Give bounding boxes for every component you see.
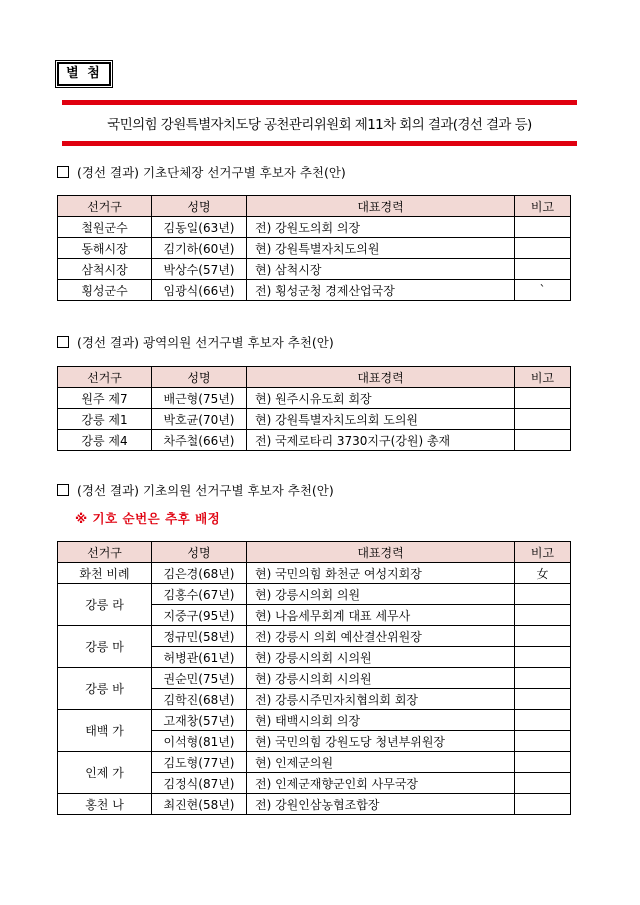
page-title: 국민의힘 강원특별자치도당 공천관리위원회 제11차 회의 결과(경선 결과 등): [107, 117, 532, 133]
header-name: 성명: [152, 542, 247, 563]
note-cell: [515, 794, 571, 815]
career-cell: 현) 나음세무회계 대표 세무사: [247, 605, 515, 626]
district-cell: 화천 비례: [58, 563, 152, 584]
note-cell: `: [515, 280, 571, 301]
header-district: 선거구: [58, 367, 152, 388]
note-cell: [515, 584, 571, 605]
district-cell: 강릉 제1: [58, 409, 152, 430]
district-cell: 철원군수: [58, 217, 152, 238]
career-cell: 전) 강릉시주민자치협의회 회장: [247, 689, 515, 710]
note-cell: [515, 409, 571, 430]
district-cell: 강릉 마: [58, 626, 152, 668]
name-cell: 권순민(75년): [152, 668, 247, 689]
career-cell: 전) 국제로타리 3730지구(강원) 총재: [247, 430, 515, 451]
checkbox-square-icon: [57, 336, 69, 348]
note-cell: [515, 668, 571, 689]
career-cell: 현) 강원특별자치도의회 도의원: [247, 409, 515, 430]
name-cell: 김은경(68년): [152, 563, 247, 584]
name-cell: 정규민(58년): [152, 626, 247, 647]
career-cell: 현) 국민의힘 강원도당 청년부위원장: [247, 731, 515, 752]
title-banner: [62, 100, 577, 146]
header-career: 대표경력: [247, 542, 515, 563]
header-name: 성명: [152, 196, 247, 217]
note-cell: [515, 430, 571, 451]
name-cell: 최진현(58년): [152, 794, 247, 815]
name-cell: 이석형(81년): [152, 731, 247, 752]
district-cell: 강릉 바: [58, 668, 152, 710]
note-cell: [515, 217, 571, 238]
name-cell: 지중구(95년): [152, 605, 247, 626]
checkbox-square-icon: [57, 484, 69, 496]
note-cell: [515, 238, 571, 259]
header-note: 비고: [515, 542, 571, 563]
section-1-heading: (경선 결과) 기초단체장 선거구별 후보자 추천(안): [57, 163, 346, 181]
note-cell: [515, 731, 571, 752]
district-cell: 삼척시장: [58, 259, 152, 280]
name-cell: 김정식(87년): [152, 773, 247, 794]
career-cell: 현) 삼척시장: [247, 259, 515, 280]
name-cell: 고재창(57년): [152, 710, 247, 731]
name-cell: 배근형(75년): [152, 388, 247, 409]
header-career: 대표경력: [247, 196, 515, 217]
section-3-heading: (경선 결과) 기초의원 선거구별 후보자 추천(안): [57, 481, 334, 499]
table-row: [58, 710, 571, 731]
table-row: [58, 280, 571, 301]
note-cell: [515, 647, 571, 668]
table-row: [58, 217, 571, 238]
career-cell: 현) 강릉시의회 시의원: [247, 668, 515, 689]
name-cell: 차주철(66년): [152, 430, 247, 451]
career-cell: 전) 인제군재향군인회 사무국장: [247, 773, 515, 794]
note-cell: [515, 605, 571, 626]
table-provincial-candidates: [57, 366, 571, 451]
table-header-row: [58, 542, 571, 563]
note-cell: [515, 710, 571, 731]
table-row: [58, 238, 571, 259]
district-cell: 원주 제7: [58, 388, 152, 409]
note-cell: 女: [515, 563, 571, 584]
career-cell: 현) 국민의힘 화천군 여성지회장: [247, 563, 515, 584]
table-row: [58, 626, 571, 647]
table-row: [58, 430, 571, 451]
district-cell: 횡성군수: [58, 280, 152, 301]
career-cell: 전) 강원도의회 의장: [247, 217, 515, 238]
name-cell: 김동일(63년): [152, 217, 247, 238]
section-2-heading: (경선 결과) 광역의원 선거구별 후보자 추천(안): [57, 333, 334, 351]
district-cell: 동해시장: [58, 238, 152, 259]
career-cell: 전) 강릉시 의회 예산결산위원장: [247, 626, 515, 647]
table-row: [58, 584, 571, 605]
table-row: [58, 563, 571, 584]
name-cell: 김학진(68년): [152, 689, 247, 710]
table-row: [58, 409, 571, 430]
career-cell: 현) 강릉시의회 시의원: [247, 647, 515, 668]
table-mayor-candidates: [57, 195, 571, 301]
name-cell: 김기하(60년): [152, 238, 247, 259]
career-cell: 현) 인제군의원: [247, 752, 515, 773]
header-note: 비고: [515, 367, 571, 388]
header-district: 선거구: [58, 196, 152, 217]
name-cell: 임광식(66년): [152, 280, 247, 301]
note-cell: [515, 689, 571, 710]
name-cell: 김홍수(67년): [152, 584, 247, 605]
note-cell: [515, 388, 571, 409]
header-district: 선거구: [58, 542, 152, 563]
name-cell: 김도형(77년): [152, 752, 247, 773]
table-row: [58, 388, 571, 409]
name-cell: 박호균(70년): [152, 409, 247, 430]
note-cell: [515, 626, 571, 647]
checkbox-square-icon: [57, 166, 69, 178]
district-cell: 인제 가: [58, 752, 152, 794]
career-cell: 현) 태백시의회 의장: [247, 710, 515, 731]
district-cell: 홍천 나: [58, 794, 152, 815]
header-name: 성명: [152, 367, 247, 388]
district-cell: 강릉 라: [58, 584, 152, 626]
table-row: [58, 259, 571, 280]
note-cell: [515, 752, 571, 773]
table-header-row: [58, 367, 571, 388]
note-cell: [515, 773, 571, 794]
table-local-council-candidates: [57, 541, 571, 815]
attachment-tag: 별 첨: [57, 62, 111, 86]
name-cell: 박상수(57년): [152, 259, 247, 280]
career-cell: 전) 횡성군청 경제산업국장: [247, 280, 515, 301]
career-cell: 현) 강원특별자치도의원: [247, 238, 515, 259]
table-row: [58, 752, 571, 773]
name-cell: 허병관(61년): [152, 647, 247, 668]
table-row: [58, 794, 571, 815]
career-cell: 전) 강원인삼농협조합장: [247, 794, 515, 815]
district-cell: 강릉 제4: [58, 430, 152, 451]
header-note: 비고: [515, 196, 571, 217]
table-row: [58, 668, 571, 689]
numbering-note: ※ 기호 순번은 추후 배정: [75, 511, 221, 526]
career-cell: 현) 강릉시의회 의원: [247, 584, 515, 605]
table-header-row: [58, 196, 571, 217]
career-cell: 현) 원주시유도회 회장: [247, 388, 515, 409]
header-career: 대표경력: [247, 367, 515, 388]
note-cell: [515, 259, 571, 280]
district-cell: 태백 가: [58, 710, 152, 752]
